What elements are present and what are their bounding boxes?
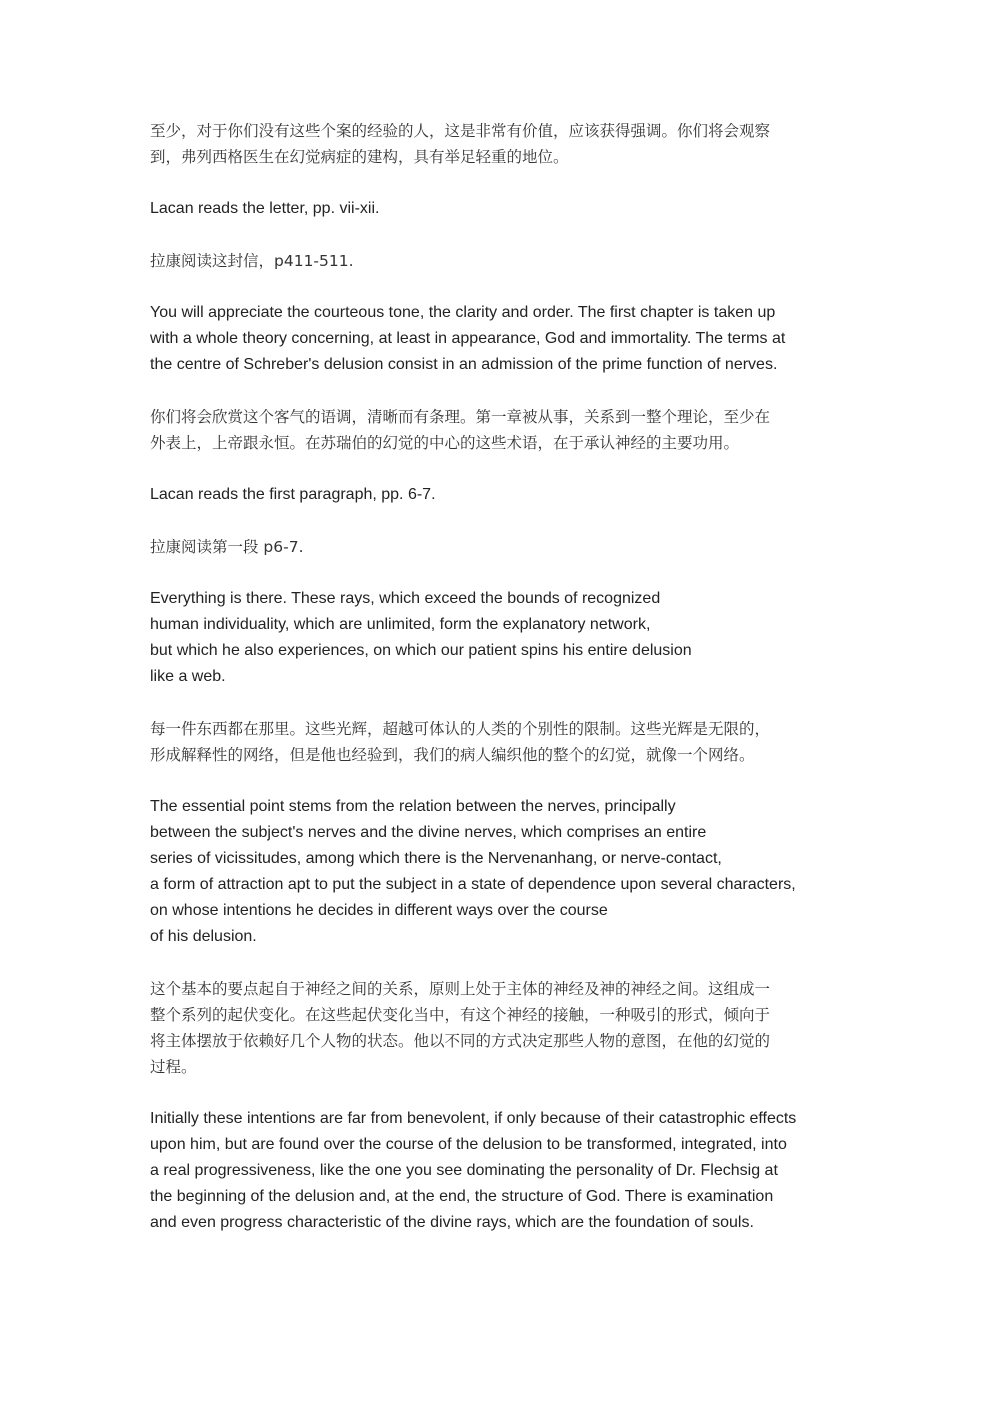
text-line: The essential point stems from the relation between the nerves, principally	[150, 798, 676, 815]
text-line: 过程。	[150, 1058, 197, 1076]
text-line: 你们将会欣赏这个客气的语调，清晰而有条理。第一章被从事，关系到一整个理论，至少在	[150, 408, 771, 426]
paragraph-en-2	[150, 300, 850, 378]
text-line: You will appreciate the courteous tone, the clarity and order. The first chapter is taken up	[150, 304, 776, 321]
text-line: 拉康阅读这封信，p411-511.	[150, 252, 354, 270]
text-line: and even progress characteristic of the divine rays, which are the foundation of souls.	[150, 1214, 754, 1231]
text-line: human individuality, which are unlimited, form the explanatory network,	[150, 616, 651, 633]
paragraph-en-4	[150, 586, 850, 690]
text-line: upon him, but are found over the course of the delusion to be transformed, integrated, into	[150, 1136, 787, 1153]
text-line: a real progressiveness, like the one you see dominating the personality of Dr. Flechsig at	[150, 1162, 778, 1179]
text-line: a form of attraction apt to put the subject in a state of dependence upon several characters,	[150, 876, 796, 893]
text-line: 外表上，上帝跟永恒。在苏瑞伯的幻觉的中心的这些术语，在于承认神经的主要功用。	[150, 434, 740, 452]
paragraph-zh-3	[150, 404, 850, 456]
text-line: Lacan reads the letter, pp. vii-xii.	[150, 200, 380, 217]
text-line: Lacan reads the first paragraph, pp. 6-7.	[150, 486, 436, 503]
text-line: 形成解释性的网络，但是他也经验到，我们的病人编织他的整个的幻觉，就像一个网络。	[150, 746, 755, 764]
text-line: like a web.	[150, 668, 226, 685]
paragraph-en-6	[150, 1106, 850, 1236]
text-line: 每一件东西都在那里。这些光辉，超越可体认的人类的个别性的限制。这些光辉是无限的，	[150, 720, 771, 738]
text-line: Everything is there. These rays, which exceed the bounds of recognized	[150, 590, 661, 607]
text-line: series of vicissitudes, among which there is the Nervenanhang, or nerve-contact,	[150, 850, 722, 867]
text-line: 将主体摆放于依赖好几个人物的状态。他以不同的方式决定那些人物的意图，在他的幻觉的	[150, 1032, 771, 1050]
paragraph-zh-4	[150, 534, 850, 560]
text-line: the beginning of the delusion and, at the end, the structure of God. There is examination	[150, 1188, 774, 1205]
paragraph-en-3	[150, 482, 850, 508]
paragraph-en-5	[150, 794, 850, 950]
text-line: 整个系列的起伏变化。在这些起伏变化当中，有这个神经的接触，一种吸引的形式，倾向于	[150, 1006, 771, 1024]
text-line: of his delusion.	[150, 928, 257, 945]
text-line: 至少，对于你们没有这些个案的经验的人，这是非常有价值，应该获得强调。你们将会观察	[150, 122, 771, 140]
paragraph-zh-1	[150, 118, 850, 170]
paragraph-zh-2	[150, 248, 850, 274]
text-line: but which he also experiences, on which our patient spins his entire delusion	[150, 642, 692, 659]
text-line: 拉康阅读第一段 p6-7.	[150, 538, 304, 556]
text-line: the centre of Schreber's delusion consist in an admission of the prime function of nerves.	[150, 356, 778, 373]
paragraph-zh-6	[150, 976, 850, 1080]
text-line: between the subject's nerves and the divine nerves, which comprises an entire	[150, 824, 707, 841]
paragraph-en-1	[150, 196, 850, 222]
paragraph-zh-5	[150, 716, 850, 768]
text-line: on whose intentions he decides in different ways over the course	[150, 902, 608, 919]
text-line: Initially these intentions are far from benevolent, if only because of their catastrophic effects	[150, 1110, 797, 1127]
text-line: with a whole theory concerning, at least in appearance, God and immortality. The terms at	[150, 330, 786, 347]
text-line: 这个基本的要点起自于神经之间的关系，原则上处于主体的神经及神的神经之间。这组成一	[150, 980, 771, 998]
document-page	[150, 118, 850, 1262]
text-line: 到，弗列西格医生在幻觉病症的建构，具有举足轻重的地位。	[150, 148, 569, 166]
